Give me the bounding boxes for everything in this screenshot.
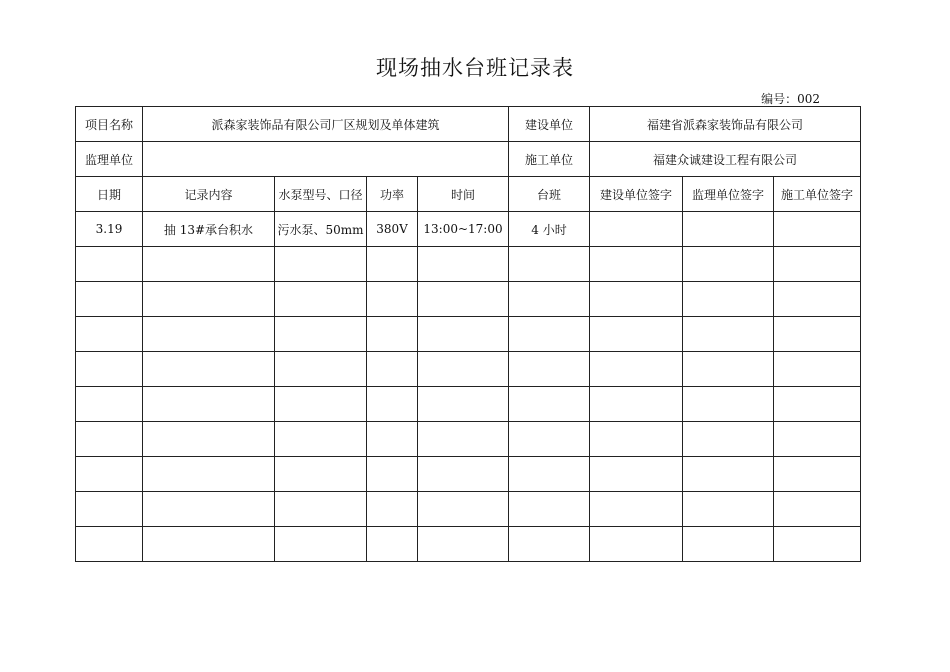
cell-content [143,282,275,317]
cell-builder-sign [590,282,683,317]
cell-builder-sign [590,387,683,422]
cell-builder-sign [590,422,683,457]
cell-supervisor-sign [683,247,774,282]
cell-contractor-sign [774,387,861,422]
cell-contractor-sign [774,317,861,352]
cell-supervisor-sign [683,352,774,387]
cell-shift [509,352,590,387]
cell-date [76,387,143,422]
cell-date: 3.19 [76,212,143,247]
cell-pump [275,282,367,317]
cell-pump [275,422,367,457]
col-builder-sign: 建设单位签字 [590,177,683,212]
cell-supervisor-sign [683,492,774,527]
cell-time [418,352,509,387]
cell-supervisor-sign [683,387,774,422]
supervisor-value [143,142,509,177]
cell-contractor-sign [774,247,861,282]
page-title: 现场抽水台班记录表 [376,56,574,80]
cell-supervisor-sign [683,282,774,317]
table-row [76,527,861,562]
cell-content [143,457,275,492]
cell-shift [509,317,590,352]
cell-content [143,527,275,562]
cell-pump: 污水泵、50mm [275,212,367,247]
cell-power: 380V [367,212,418,247]
cell-date [76,352,143,387]
table-row [76,422,861,457]
cell-power [367,282,418,317]
project-value: 派森家装饰品有限公司厂区规划及单体建筑 [143,107,509,142]
col-shift: 台班 [509,177,590,212]
cell-pump [275,527,367,562]
table-row [76,317,861,352]
cell-time [418,527,509,562]
cell-shift [509,492,590,527]
cell-date [76,422,143,457]
cell-pump [275,492,367,527]
cell-shift [509,457,590,492]
cell-power [367,247,418,282]
cell-shift [509,387,590,422]
cell-supervisor-sign [683,422,774,457]
cell-content [143,352,275,387]
cell-power [367,352,418,387]
table-row [76,247,861,282]
contractor-label: 施工单位 [509,142,590,177]
cell-contractor-sign [774,352,861,387]
cell-shift [509,527,590,562]
cell-time [418,492,509,527]
cell-content [143,422,275,457]
cell-contractor-sign [774,527,861,562]
builder-value: 福建省派森家装饰品有限公司 [590,107,861,142]
cell-builder-sign [590,457,683,492]
cell-time [418,457,509,492]
cell-time [418,282,509,317]
col-contractor-sign: 施工单位签字 [774,177,861,212]
cell-builder-sign [590,247,683,282]
cell-content [143,387,275,422]
cell-time [418,317,509,352]
col-power: 功率 [367,177,418,212]
table-row [76,457,861,492]
cell-builder-sign [590,352,683,387]
cell-builder-sign [590,492,683,527]
cell-date [76,492,143,527]
record-table [75,106,861,562]
table-row [76,387,861,422]
cell-shift [509,282,590,317]
cell-power [367,457,418,492]
col-supervisor-sign: 监理单位签字 [683,177,774,212]
col-pump: 水泵型号、口径 [275,177,367,212]
cell-contractor-sign [774,457,861,492]
cell-power [367,317,418,352]
cell-contractor-sign [774,422,861,457]
supervisor-label: 监理单位 [76,142,143,177]
table-row [76,492,861,527]
cell-date [76,457,143,492]
cell-power [367,492,418,527]
cell-builder-sign [590,317,683,352]
cell-pump [275,457,367,492]
cell-supervisor-sign [683,457,774,492]
project-row [76,107,861,142]
cell-time [418,422,509,457]
col-date: 日期 [76,177,143,212]
cell-pump [275,387,367,422]
cell-builder-sign [590,527,683,562]
cell-supervisor-sign [683,527,774,562]
cell-shift [509,422,590,457]
table-row [76,212,861,247]
cell-shift [509,247,590,282]
serial-number: 编号：002 [761,92,820,106]
cell-pump [275,352,367,387]
cell-date [76,527,143,562]
supervisor-row [76,142,861,177]
col-content: 记录内容 [143,177,275,212]
cell-content [143,492,275,527]
cell-time: 13:00~17:00 [418,212,509,247]
cell-content: 抽 13#承台积水 [143,212,275,247]
cell-supervisor-sign [683,212,774,247]
cell-pump [275,247,367,282]
cell-contractor-sign [774,212,861,247]
project-label: 项目名称 [76,107,143,142]
contractor-value: 福建众诚建设工程有限公司 [590,142,861,177]
cell-date [76,317,143,352]
cell-power [367,527,418,562]
cell-contractor-sign [774,492,861,527]
cell-content [143,247,275,282]
cell-content [143,317,275,352]
cell-power [367,387,418,422]
col-time: 时间 [418,177,509,212]
cell-supervisor-sign [683,317,774,352]
table-row [76,282,861,317]
cell-time [418,387,509,422]
builder-label: 建设单位 [509,107,590,142]
cell-pump [275,317,367,352]
cell-time [418,247,509,282]
cell-shift: 4 小时 [509,212,590,247]
table-row [76,352,861,387]
cell-builder-sign [590,212,683,247]
cell-date [76,247,143,282]
cell-contractor-sign [774,282,861,317]
cell-date [76,282,143,317]
column-header-row [76,177,861,212]
cell-power [367,422,418,457]
